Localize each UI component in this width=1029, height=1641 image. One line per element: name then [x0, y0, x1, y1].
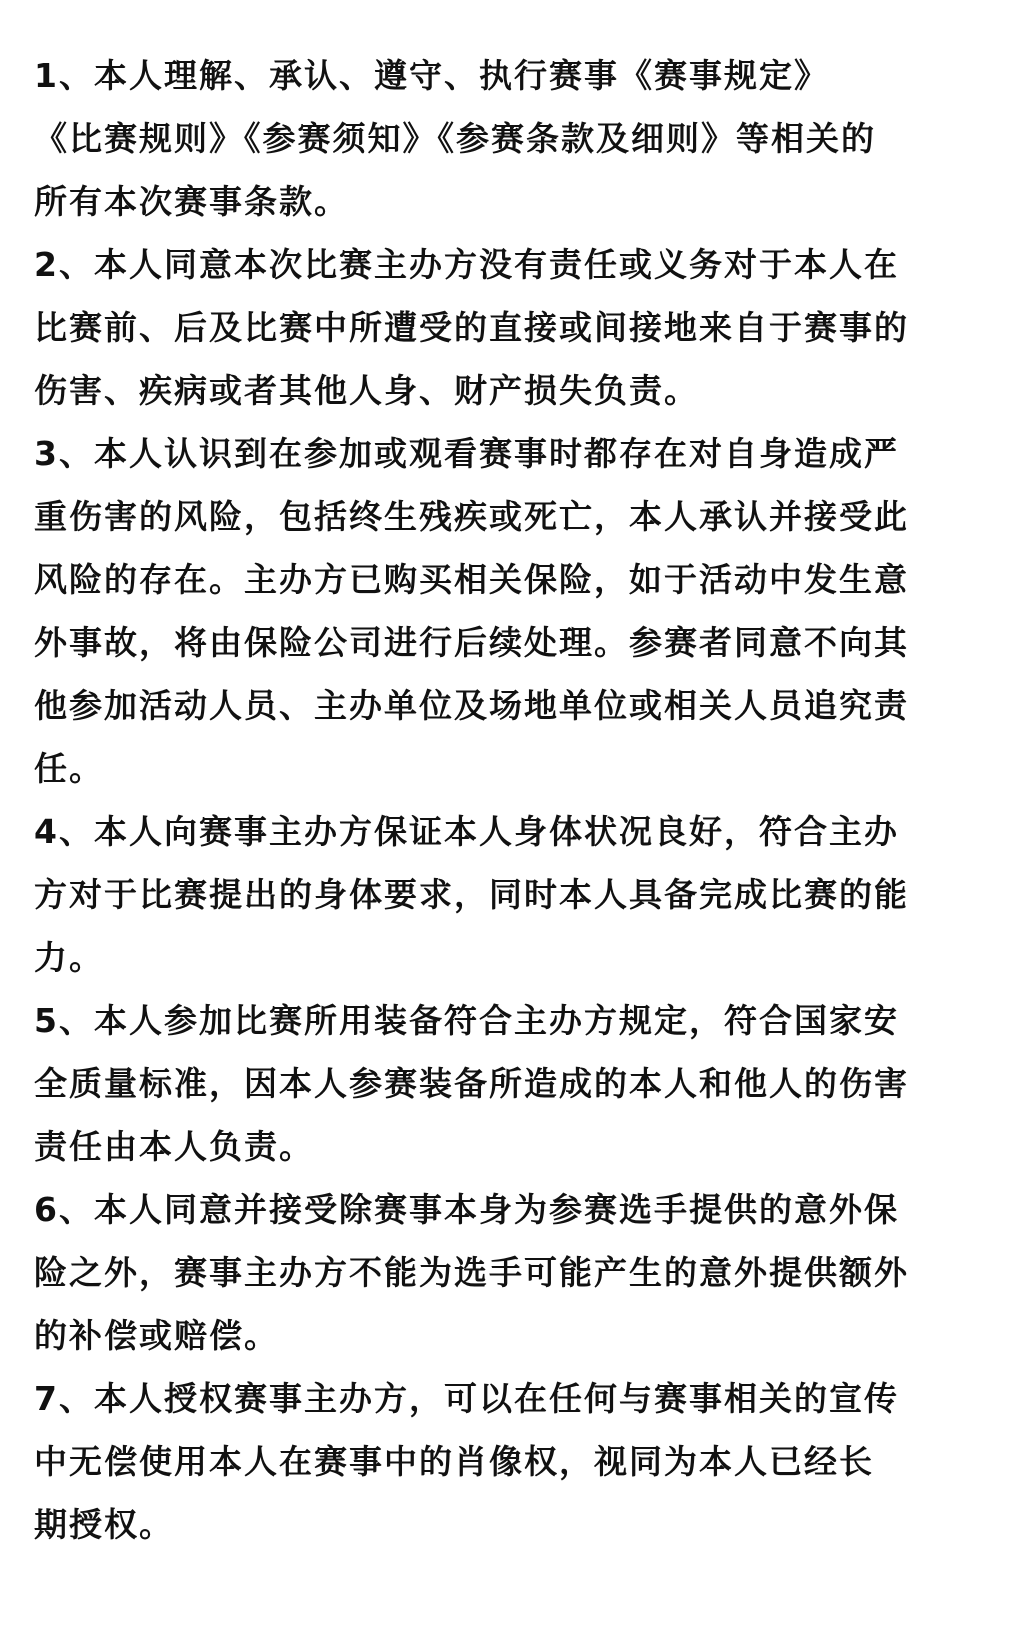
clause-line: 外事故，将由保险公司进行后续处理。参赛者同意不向其 [34, 623, 909, 662]
clause-line: 6、本人同意并接受除赛事本身为参赛选手提供的意外保 [34, 1190, 899, 1229]
clause-7 [34, 1367, 989, 1556]
clause-line: 2、本人同意本次比赛主办方没有责任或义务对于本人在 [34, 245, 899, 284]
clause-line: 全质量标准，因本人参赛装备所造成的本人和他人的伤害 [34, 1064, 909, 1103]
clause-1 [34, 44, 989, 233]
clause-line: 伤害、疾病或者其他人身、财产损失负责。 [34, 371, 699, 410]
clause-line: 他参加活动人员、主办单位及场地单位或相关人员追究责 [34, 686, 909, 725]
clause-5 [34, 989, 989, 1178]
clause-line: 重伤害的风险，包括终生残疾或死亡，本人承认并接受此 [34, 497, 909, 536]
clause-4 [34, 800, 989, 989]
clause-line: 中无偿使用本人在赛事中的肖像权，视同为本人已经长 [34, 1442, 874, 1481]
clause-line: 《比赛规则》《参赛须知》《参赛条款及细则》等相关的 [34, 119, 876, 158]
clause-line: 3、本人认识到在参加或观看赛事时都存在对自身造成严 [34, 434, 899, 473]
clause-line: 险之外，赛事主办方不能为选手可能产生的意外提供额外 [34, 1253, 909, 1292]
clause-line: 期授权。 [34, 1505, 174, 1544]
clause-line: 4、本人向赛事主办方保证本人身体状况良好，符合主办 [34, 812, 899, 851]
clause-line: 任。 [34, 749, 104, 788]
clause-line: 比赛前、后及比赛中所遭受的直接或间接地来自于赛事的 [34, 308, 909, 347]
clause-2 [34, 233, 989, 422]
clause-line: 7、本人授权赛事主办方，可以在任何与赛事相关的宣传 [34, 1379, 899, 1418]
clause-3 [34, 422, 989, 800]
clause-line: 所有本次赛事条款。 [34, 182, 349, 221]
clause-line: 5、本人参加比赛所用装备符合主办方规定，符合国家安 [34, 1001, 899, 1040]
clause-line: 1、本人理解、承认、遵守、执行赛事《赛事规定》 [34, 56, 829, 95]
clause-6 [34, 1178, 989, 1367]
clause-line: 的补偿或赔偿。 [34, 1316, 279, 1355]
clause-line: 责任由本人负责。 [34, 1127, 314, 1166]
clause-line: 方对于比赛提出的身体要求，同时本人具备完成比赛的能 [34, 875, 909, 914]
clause-line: 风险的存在。主办方已购买相关保险，如于活动中发生意 [34, 560, 909, 599]
clause-line: 力。 [34, 938, 104, 977]
